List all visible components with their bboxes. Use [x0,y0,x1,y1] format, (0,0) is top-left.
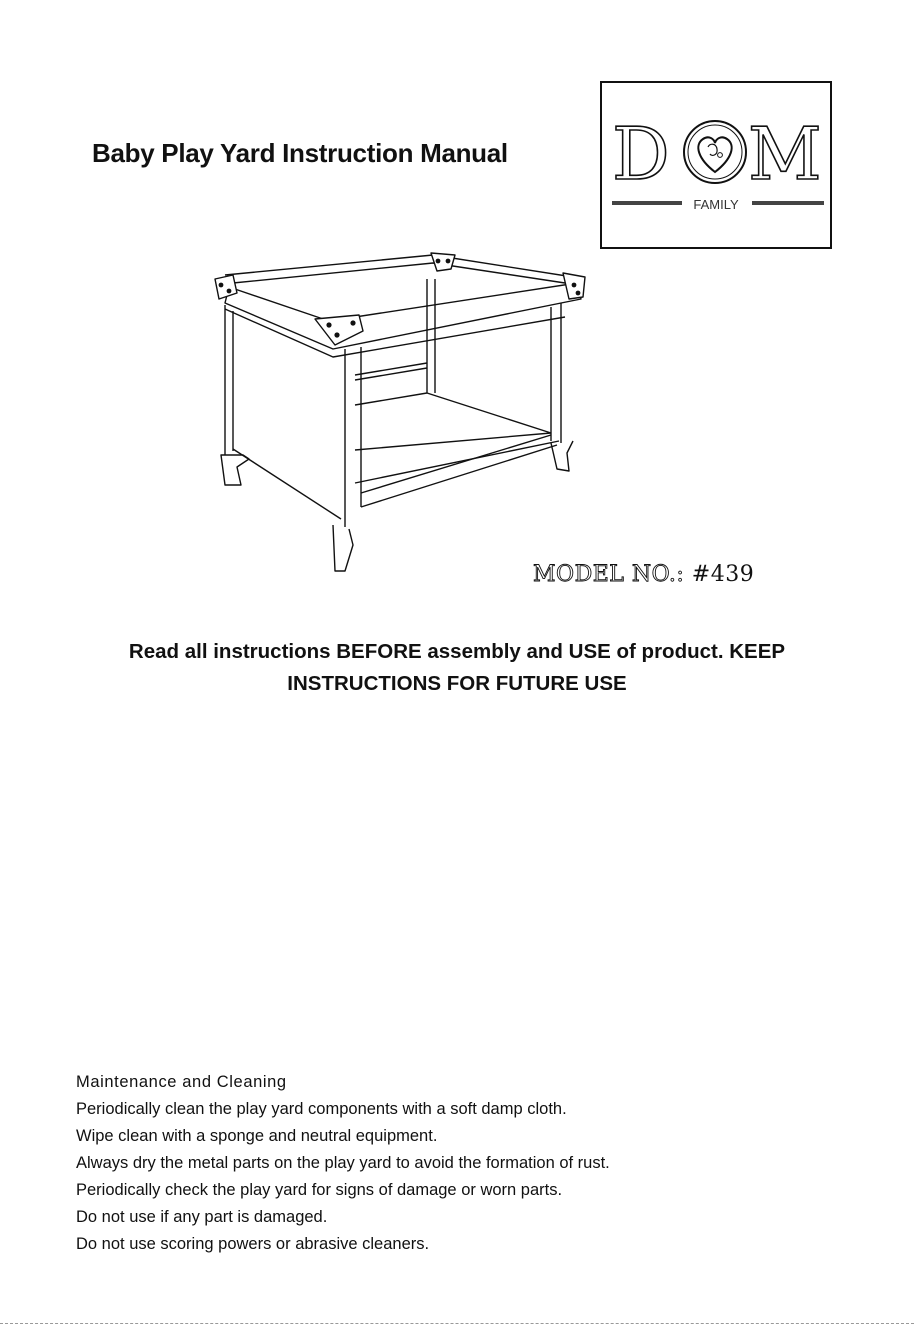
model-number: #439 [691,562,755,587]
warning-line-2: INSTRUCTIONS FOR FUTURE USE [287,672,627,695]
maintenance-item: Do not use if any part is damaged. [76,1208,328,1226]
maintenance-item: Periodically clean the play yard components with a soft damp cloth. [76,1100,567,1118]
maintenance-item: Wipe clean with a sponge and neutral equipment. [76,1127,438,1145]
logo-subtitle: FAMILY [693,197,739,212]
play-yard-illustration [205,245,590,580]
logo-graphic [602,83,830,247]
heart-mother-child-icon [684,121,746,183]
page-title: Baby Play Yard Instruction Manual [92,138,508,168]
brand-logo [600,81,832,249]
logo-letter-right: M [748,112,822,196]
model-number-line [533,562,754,587]
model-label: MODEL NO.: [533,562,685,587]
warning-line-1: Read all instructions BEFORE assembly and USE of product. KEEP [128,640,786,663]
safety-warning [60,636,854,700]
maintenance-item: Periodically check the play yard for signs of damage or worn parts. [76,1181,563,1199]
maintenance-section [76,1069,610,1258]
maintenance-item: Always dry the metal parts on the play yard to avoid the formation of rust. [76,1154,610,1172]
logo-letter-left: D [612,112,670,196]
maintenance-heading: Maintenance and Cleaning [76,1073,287,1091]
maintenance-item: Do not use scoring powers or abrasive cleaners. [76,1235,430,1253]
